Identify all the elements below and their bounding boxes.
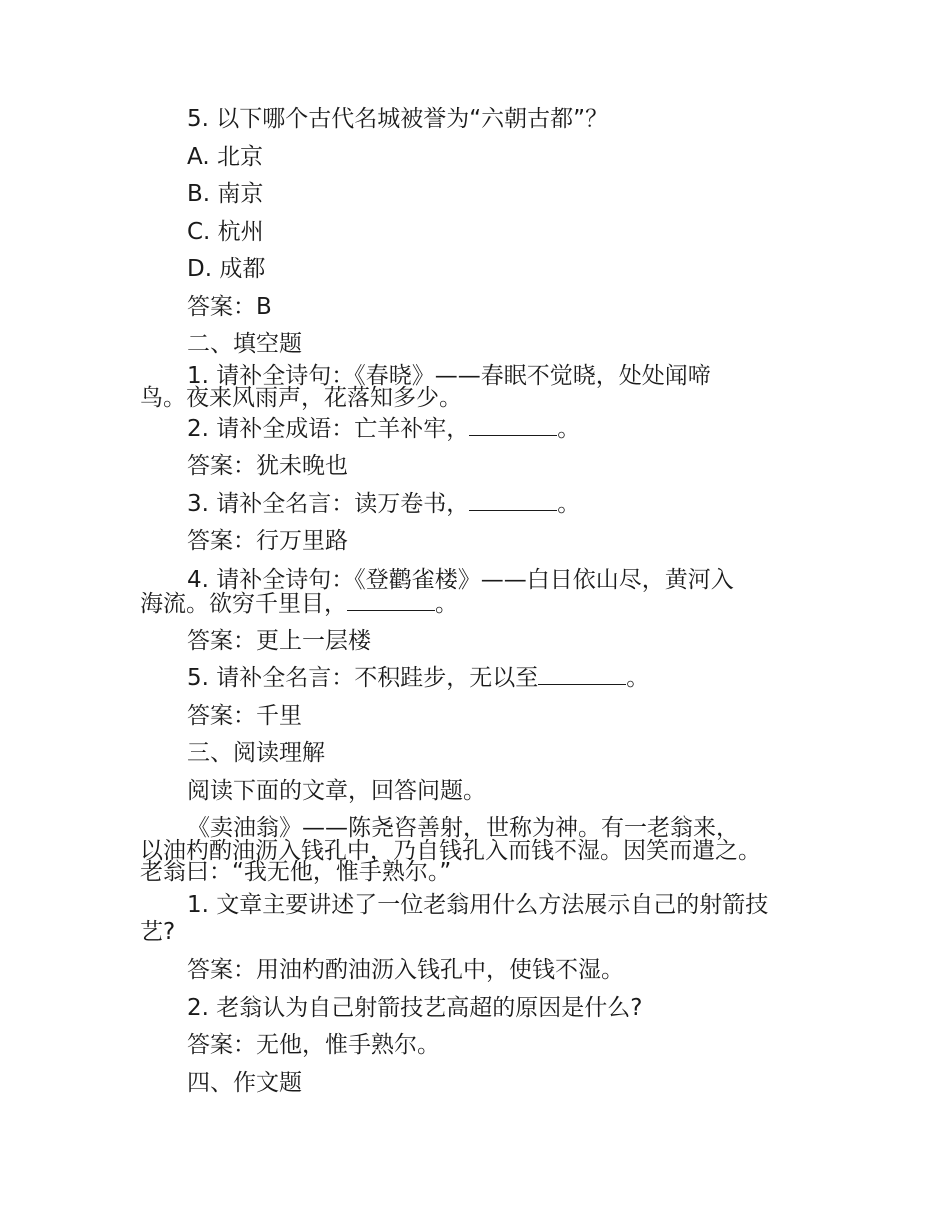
answer-fill-4: 答案：更上一层楼 — [187, 627, 371, 654]
blank-line — [538, 666, 626, 685]
fill-question-4-end: 。 — [435, 590, 458, 617]
fill-question-3-end: 。 — [557, 490, 581, 517]
passage-line-3: 老翁曰：“我无他，惟手熟尔。” — [140, 859, 452, 885]
answer-fill-5: 答案：千里 — [187, 702, 302, 729]
answer-reading-2: 答案：无他，惟手熟尔。 — [187, 1032, 440, 1058]
fill-question-1 — [140, 362, 820, 411]
question-5: 5. 以下哪个古代名城被誉为“六朝古都”？ — [187, 106, 609, 132]
document-body — [140, 101, 820, 1102]
fill-question-2-end: 。 — [557, 415, 581, 442]
option-a: A. 北京 — [187, 143, 263, 170]
option-c: C. 杭州 — [187, 218, 264, 245]
blank-line — [347, 592, 435, 611]
reading-question-1-line-1: 1. 文章主要讲述了一位老翁用什么方法展示自己的射箭技 — [187, 892, 769, 918]
fill-question-5-text: 5. 请补全名言：不积跬步，无以至 — [187, 665, 539, 691]
reading-passage — [140, 810, 820, 885]
fill-question-3-text: 3. 请补全名言：读万卷书， — [187, 490, 470, 517]
fill-question-4 — [140, 561, 820, 619]
option-d: D. 成都 — [187, 256, 266, 282]
reading-instruction: 阅读下面的文章，回答问题。 — [187, 777, 486, 804]
answer-q5: 答案：B — [187, 293, 272, 320]
fill-question-5-end: 。 — [626, 665, 650, 691]
reading-question-1 — [140, 876, 820, 948]
answer-fill-2: 答案：犹未晚也 — [187, 453, 348, 479]
section-heading-essay: 四、作文题 — [187, 1069, 302, 1096]
fill-question-4-line-2-text: 海流。欲穷千里目， — [140, 590, 347, 617]
reading-question-1-line-2: 艺? — [140, 919, 176, 945]
section-heading-reading: 三、阅读理解 — [187, 740, 325, 766]
fill-question-1-line-2: 鸟。夜来风雨声，花落知多少。 — [140, 384, 462, 411]
fill-question-5 — [140, 660, 820, 698]
answer-reading-1: 答案：用油杓酌油沥入钱孔中，使钱不湿。 — [187, 957, 624, 983]
blank-line — [469, 417, 557, 436]
answer-fill-3: 答案：行万里路 — [187, 528, 348, 554]
section-heading-fill-in: 二、填空题 — [187, 331, 302, 357]
reading-question-2: 2. 老翁认为自己射箭技艺高超的原因是什么? — [187, 994, 643, 1021]
fill-question-2-text: 2. 请补全成语：亡羊补牢， — [187, 415, 470, 442]
fill-question-4-line-1: 4. 请补全诗句：《登鹳雀楼》——白日依山尽，黄河入 — [187, 566, 734, 593]
passage-line-2: 以油杓酌油沥入钱孔中，乃自钱孔入而钱不湿。因笑而遣之。 — [140, 838, 761, 864]
fill-question-2 — [140, 411, 820, 449]
option-b: B. 南京 — [187, 181, 264, 207]
fill-question-4-line-2 — [140, 590, 820, 617]
passage-line-1: 《卖油翁》——陈尧咨善射，世称为神。有一老翁来， — [187, 815, 739, 841]
fill-question-1-line-1: 1. 请补全诗句：《春晓》——春眠不觉晓，处处闻啼 — [187, 362, 711, 389]
fill-question-3 — [140, 486, 820, 524]
blank-line — [469, 492, 557, 511]
